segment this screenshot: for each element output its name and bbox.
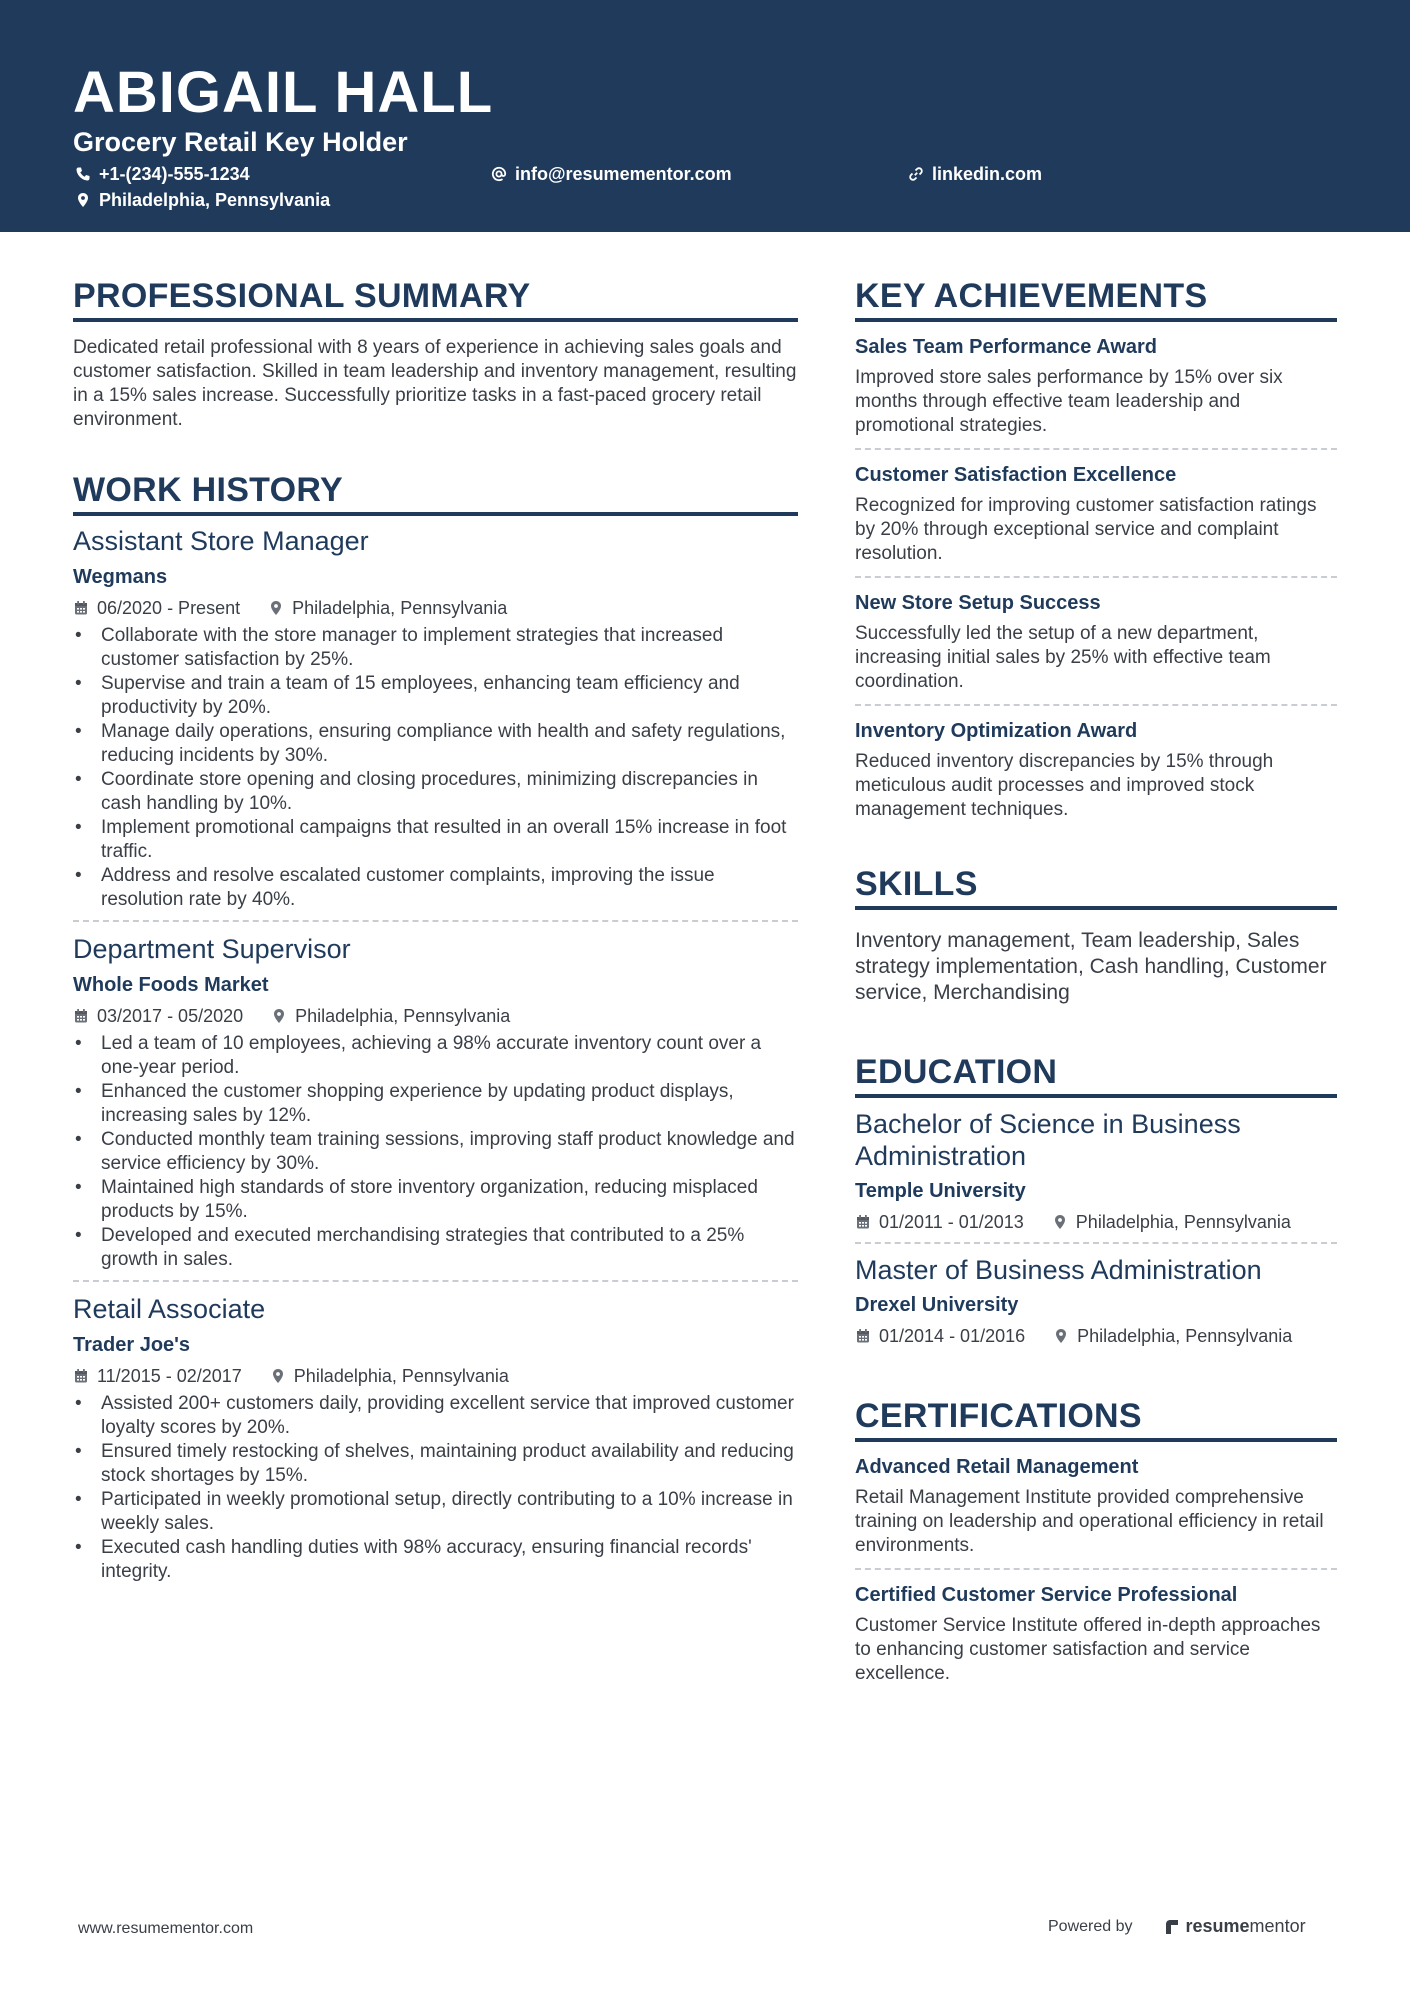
job-bullet: • Assisted 200+ customers daily, providing excellent service that improved customer loyalty scores by 20%.	[73, 1392, 798, 1440]
job-bullet: • Executed cash handling duties with 98% accuracy, ensuring financial records' integrity.	[73, 1536, 798, 1584]
resume-header	[0, 0, 1410, 232]
calendar-icon	[73, 600, 89, 616]
job-location	[268, 596, 507, 620]
job-dates	[73, 1004, 243, 1028]
education-school: Drexel University	[855, 1294, 1019, 1316]
work-history-section	[73, 470, 798, 1592]
job-location-text: Philadelphia, Pennsylvania	[293, 1366, 509, 1386]
location-pin-icon	[1053, 1328, 1069, 1344]
achievements-section	[855, 276, 1337, 832]
summary-heading: PROFESSIONAL SUMMARY	[73, 276, 798, 322]
job-bullet: • Supervise and train a team of 15 employees, enhancing team efficiency and productivity by 20%.	[73, 672, 798, 720]
job-dates-text: 11/2015 - 02/2017	[97, 1366, 242, 1386]
email-text: info@resumementor.com	[515, 164, 732, 184]
linkedin-text: linkedin.com	[932, 164, 1043, 184]
job-title: Department Supervisor	[73, 934, 351, 964]
achievement-title: Sales Team Performance Award	[855, 336, 1157, 358]
job-bullet: • Manage daily operations, ensuring compliance with health and safety regulations, reducing incidents by 30%.	[73, 720, 798, 768]
left-column	[73, 276, 798, 1592]
summary-section	[73, 276, 798, 432]
certification-title: Certified Customer Service Professional	[855, 1584, 1238, 1606]
job-bullets	[73, 1032, 798, 1272]
achievements-heading: KEY ACHIEVEMENTS	[855, 276, 1337, 322]
achievement-item	[855, 704, 1337, 832]
phone-icon	[75, 166, 91, 182]
education-meta	[855, 1210, 1337, 1234]
location-pin-icon	[268, 600, 284, 616]
achievement-desc: Improved store sales performance by 15% over six months through effective team leadership and promotional strategies.	[855, 367, 1283, 436]
certifications-heading: CERTIFICATIONS	[855, 1396, 1337, 1442]
education-meta	[855, 1324, 1337, 1348]
footer-powered-by	[1048, 1916, 1306, 1937]
candidate-name: ABIGAIL HALL	[73, 60, 494, 125]
education-location	[1053, 1324, 1292, 1348]
education-dates-text: 01/2011 - 01/2013	[879, 1212, 1024, 1232]
achievement-title: Customer Satisfaction Excellence	[855, 464, 1177, 486]
contact-email[interactable]	[491, 163, 732, 185]
education-item	[855, 1108, 1337, 1242]
education-location-text: Philadelphia, Pennsylvania	[1077, 1326, 1293, 1346]
achievement-desc: Reduced inventory discrepancies by 15% through meticulous audit processes and improved stock management techniques.	[855, 751, 1274, 820]
job-company: Trader Joe's	[73, 1334, 191, 1356]
education-school: Temple University	[855, 1180, 1026, 1202]
brand-name-light: mentor	[1249, 1916, 1306, 1936]
calendar-icon	[855, 1328, 871, 1344]
achievement-desc: Recognized for improving customer satisfaction ratings by 20% through exceptional service and complaint resolution.	[855, 495, 1317, 564]
at-icon	[491, 166, 507, 182]
education-item	[855, 1242, 1337, 1356]
job-bullets	[73, 1392, 798, 1584]
job-bullet: • Collaborate with the store manager to implement strategies that increased customer satisfaction by 25%.	[73, 624, 798, 672]
education-location-text: Philadelphia, Pennsylvania	[1075, 1212, 1291, 1232]
job-company: Whole Foods Market	[73, 974, 269, 996]
achievement-item	[855, 334, 1337, 448]
certifications-list	[855, 1454, 1337, 1696]
achievement-item	[855, 448, 1337, 576]
achievement-desc: Successfully led the setup of a new department, increasing initial sales by 25% with effective team coordination.	[855, 623, 1271, 692]
certification-title: Advanced Retail Management	[855, 1456, 1139, 1478]
work-history-heading: WORK HISTORY	[73, 470, 798, 516]
job-bullet: • Address and resolve escalated customer complaints, improving the issue resolution rate by 40%.	[73, 864, 798, 912]
contact-linkedin[interactable]	[908, 163, 1042, 185]
job-bullet: • Participated in weekly promotional setup, directly contributing to a 10% increase in weekly sales.	[73, 1488, 798, 1536]
contact-phone[interactable]	[75, 163, 250, 185]
education-location	[1052, 1210, 1291, 1234]
job-location-text: Philadelphia, Pennsylvania	[295, 1006, 511, 1026]
job-bullet: • Developed and executed merchandising strategies that contributed to a 25% growth in sales.	[73, 1224, 798, 1272]
achievement-title: Inventory Optimization Award	[855, 720, 1138, 742]
job-dates-text: 06/2020 - Present	[97, 598, 241, 618]
location-pin-icon	[271, 1008, 287, 1024]
job-bullet: • Ensured timely restocking of shelves, maintaining product availability and reducing stock shortages by 15%.	[73, 1440, 798, 1488]
location-pin-icon	[75, 192, 91, 208]
education-dates	[855, 1324, 1025, 1348]
education-list	[855, 1108, 1337, 1356]
job-location	[270, 1364, 509, 1388]
contact-location	[75, 189, 330, 211]
calendar-icon	[73, 1368, 89, 1384]
job-bullets	[73, 624, 798, 912]
job-meta	[73, 1364, 798, 1388]
certification-item	[855, 1454, 1337, 1568]
job-bullet: • Conducted monthly team training sessions, improving staff product knowledge and service efficiency by 30%.	[73, 1128, 798, 1176]
location-pin-icon	[270, 1368, 286, 1384]
job-meta	[73, 1004, 798, 1028]
powered-by-label: Powered by	[1048, 1917, 1133, 1935]
link-icon	[908, 166, 924, 182]
phone-text: +1-(234)-555-1234	[99, 164, 250, 184]
job-entry	[73, 524, 798, 920]
skills-heading: SKILLS	[855, 864, 1337, 910]
summary-text: Dedicated retail professional with 8 years of experience in achieving sales goals and customer satisfaction. Skilled in team leadership and inventory management, resulting in a 15% sales increase. Successfully prioritize tasks in a fast-paced grocery retail environment.	[73, 337, 797, 430]
job-entry	[73, 1280, 798, 1592]
job-bullet: • Maintained high standards of store inventory organization, reducing misplaced products by 15%.	[73, 1176, 798, 1224]
job-bullet: • Implement promotional campaigns that resulted in an overall 15% increase in foot traffic.	[73, 816, 798, 864]
right-column	[855, 276, 1337, 1696]
education-degree: Master of Business Administration	[855, 1255, 1262, 1285]
job-location	[271, 1004, 510, 1028]
education-degree: Bachelor of Science in Business Administration	[855, 1109, 1241, 1171]
job-company: Wegmans	[73, 566, 168, 588]
resumementor-logo[interactable]	[1163, 1916, 1306, 1937]
education-dates	[855, 1210, 1024, 1234]
skills-section	[855, 864, 1337, 1006]
resumementor-logo-icon	[1163, 1918, 1181, 1936]
education-heading: EDUCATION	[855, 1052, 1337, 1098]
certification-desc: Retail Management Institute provided comprehensive training on leadership and operational efficiency in retail environments.	[855, 1487, 1324, 1556]
certification-item	[855, 1568, 1337, 1696]
job-dates-text: 03/2017 - 05/2020	[97, 1006, 244, 1026]
education-section	[855, 1052, 1337, 1356]
location-pin-icon	[1052, 1214, 1068, 1230]
job-location-text: Philadelphia, Pennsylvania	[292, 598, 508, 618]
job-title: Assistant Store Manager	[73, 526, 369, 556]
achievement-title: New Store Setup Success	[855, 592, 1101, 614]
certifications-section	[855, 1396, 1337, 1696]
job-meta	[73, 596, 798, 620]
education-dates-text: 01/2014 - 01/2016	[879, 1326, 1026, 1346]
footer-website-link[interactable]: www.resumementor.com	[78, 1920, 254, 1937]
certification-desc: Customer Service Institute offered in-depth approaches to enhancing customer satisfaction and service excellence.	[855, 1615, 1321, 1684]
achievements-list	[855, 334, 1337, 832]
calendar-icon	[73, 1008, 89, 1024]
job-entry	[73, 920, 798, 1280]
candidate-title: Grocery Retail Key Holder	[73, 127, 408, 157]
job-title: Retail Associate	[73, 1294, 266, 1324]
job-bullet: • Coordinate store opening and closing procedures, minimizing discrepancies in cash handling by 10%.	[73, 768, 798, 816]
brand-name-bold: resume	[1185, 1916, 1250, 1936]
job-bullet: • Led a team of 10 employees, achieving a 98% accurate inventory count over a one-year period.	[73, 1032, 798, 1080]
skills-text: Inventory management, Team leadership, Sales strategy implementation, Cash handling, Customer service, Merchandising	[855, 929, 1327, 1004]
calendar-icon	[855, 1214, 871, 1230]
achievement-item	[855, 576, 1337, 704]
job-bullet: • Enhanced the customer shopping experience by updating product displays, increasing sales by 12%.	[73, 1080, 798, 1128]
job-dates	[73, 1364, 242, 1388]
location-text: Philadelphia, Pennsylvania	[99, 190, 331, 210]
job-dates	[73, 596, 240, 620]
